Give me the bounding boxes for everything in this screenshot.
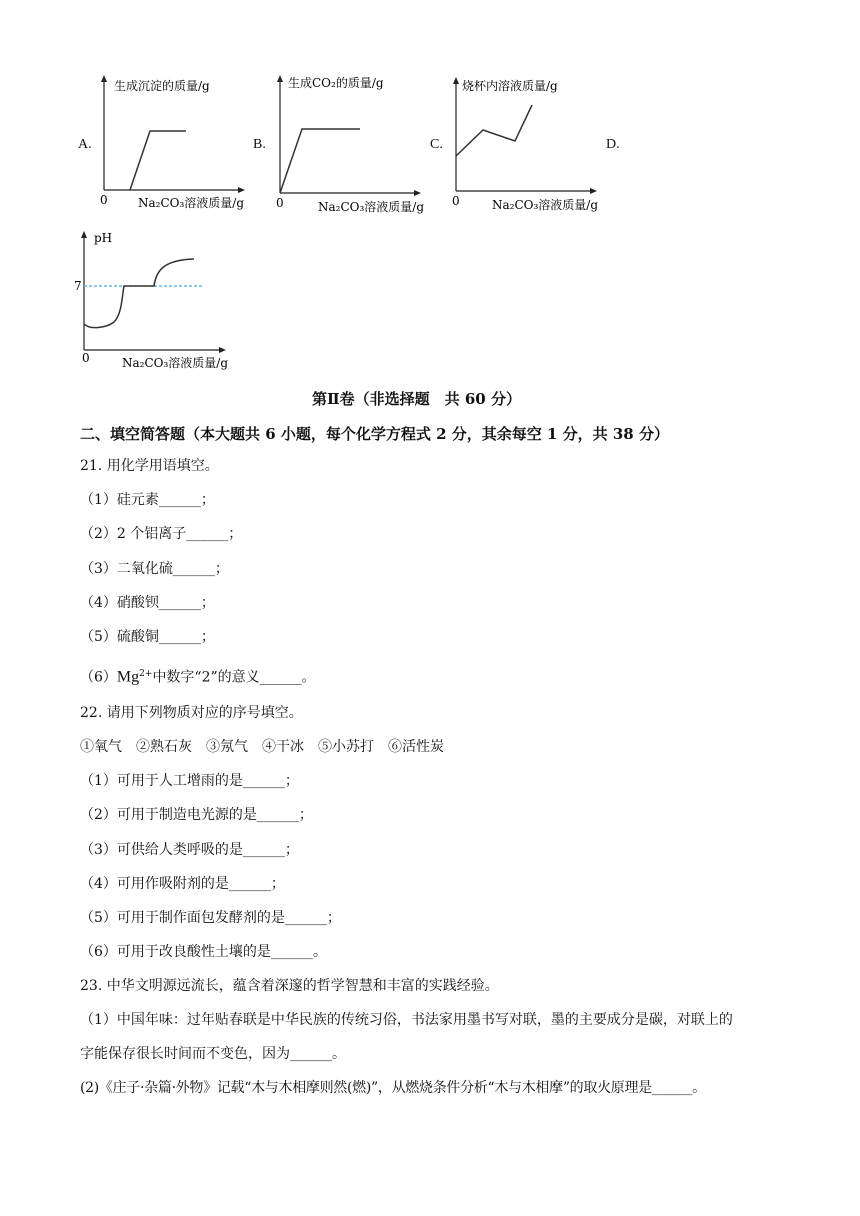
graph-d-svg [76,226,256,374]
q21-item-2: （2）2 个铝离子______； [80,526,243,542]
q22-choices: ①氧气 ②熟石灰 ③氖气 ④干冰 ⑤小苏打 ⑥活性炭 [80,739,444,755]
q23-stem: 23. 中华文明源远流长，蕴含着深邃的哲学智慧和丰富的实践经验。 [80,978,499,994]
option-c-letter: C. [430,137,443,152]
origin-label: 0 [82,351,90,365]
q21-item-6-prefix: （6） [80,669,117,686]
graph-c [442,72,612,222]
mg-charge: 2+ [139,669,153,679]
graph-c-svg [442,72,612,222]
curve [130,131,186,190]
q21-item-6 [80,664,316,688]
q22-item-3: （3）可供给人类呼吸的是______； [80,842,299,858]
q21-item-1: （1）硅元素______； [80,492,215,508]
x-axis-arrow-icon [414,190,421,196]
y-label: 生成CO₂的质量/g [288,76,384,90]
origin-label: 0 [276,196,284,210]
q22-item-6: （6）可用于改良酸性土壤的是______。 [80,944,327,960]
x-label: Na₂CO₃溶液质量/g [138,196,245,210]
y-axis-arrow-icon [101,75,107,82]
q21-stem: 21. 用化学用语填空。 [80,458,219,474]
x-label: Na₂CO₃溶液质量/g [318,200,425,214]
q22-stem: 22. 请用下列物质对应的序号填空。 [80,705,303,721]
q21-item-3: （3）二氧化硫______； [80,561,229,577]
section-heading: 二、填空简答题（本大题共 6 小题，每个化学方程式 2 分，其余每空 1 分，共 38 分） [80,425,669,443]
x-label: Na₂CO₃溶液质量/g [122,356,229,370]
x-axis-arrow-icon [219,347,226,353]
graph-a [90,72,250,222]
curve [84,259,194,328]
ph7-tick-label: 7 [74,279,82,293]
y-axis-arrow-icon [453,77,459,84]
mg-formula: Mg [116,668,140,686]
q23-item-1-line-1: （1）中国年味：过年贴春联是中华民族的传统习俗，书法家用墨书写对联，墨的主要成分是碳，对联上的 [80,1012,733,1028]
option-a-letter: A. [78,137,92,152]
q22-item-1: （1）可用于人工增雨的是______； [80,773,299,789]
y-axis-arrow-icon [277,75,283,82]
q21-item-5: （5）硫酸铜______； [80,629,215,645]
graph-b [266,72,426,222]
y-label: 生成沉淀的质量/g [114,79,210,93]
graph-d [76,226,256,374]
x-axis-arrow-icon [590,188,597,194]
curve [280,129,360,193]
q21-item-4: （4）硝酸钡______； [80,595,215,611]
option-b-letter: B. [253,137,266,152]
x-label: Na₂CO₃溶液质量/g [492,198,599,212]
origin-label: 0 [452,194,460,208]
graph-b-svg [266,72,426,222]
graph-a-svg [90,72,250,222]
q21-item-6-suffix: 中数字“2”的意义______。 [152,669,316,686]
volume-title: 第Ⅱ卷（非选择题 共 60 分） [312,390,521,408]
q22-item-5: （5）可用于制作面包发酵剂的是______； [80,910,341,926]
x-axis-arrow-icon [238,187,245,193]
q22-item-2: （2）可用于制造电光源的是______； [80,807,313,823]
y-axis-arrow-icon [81,231,87,238]
q23-item-2: (2)《庄子·杂篇·外物》记载“木与木相摩则然(燃)”，从燃烧条件分析“木与木相摩”的取火原理是______。 [80,1080,706,1096]
option-d-letter: D. [606,137,620,152]
y-label: pH [94,231,113,245]
q23-item-1-line-2: 字能保存很长时间而不变色，因为______。 [80,1046,346,1062]
origin-label: 0 [100,193,108,207]
q22-item-4: （4）可用作吸附剂的是______； [80,876,285,892]
curve [456,105,532,156]
y-label: 烧杯内溶液质量/g [462,79,558,93]
